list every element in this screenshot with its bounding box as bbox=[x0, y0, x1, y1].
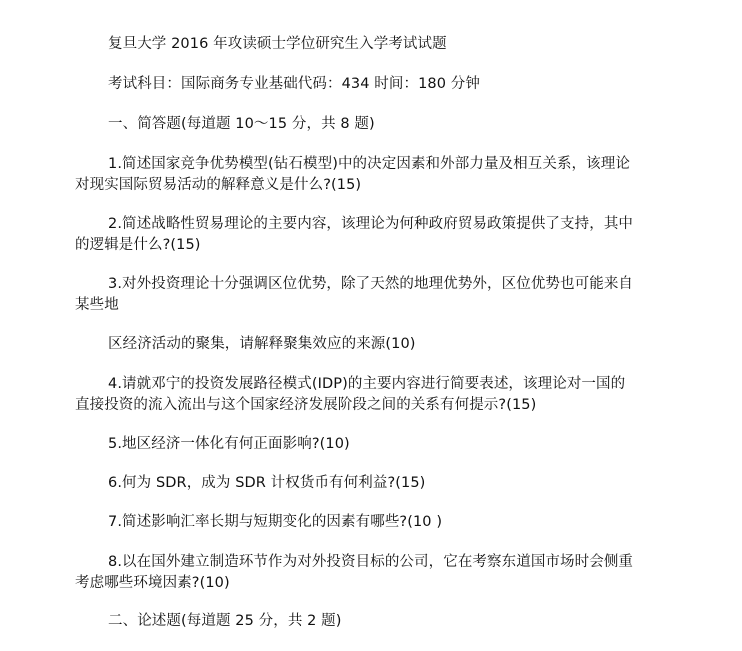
exam-title: 复旦大学 2016 年攻读硕士学位研究生入学考试试题 bbox=[108, 36, 447, 52]
question-7: 7.简述影响汇率长期与短期变化的因素有哪些?(10 ) bbox=[108, 514, 443, 530]
exam-subject-line: 考试科目：国际商务专业基础代码：434 时间：180 分钟 bbox=[108, 76, 480, 92]
question-3-continuation: 区经济活动的聚集，请解释聚集效应的来源(10) bbox=[108, 336, 416, 352]
question-2: 2.简述战略性贸易理论的主要内容，该理论为何种政府贸易政策提供了支持，其中的逻辑是什么?(15) bbox=[75, 216, 634, 253]
question-1: 1.简述国家竞争优势模型(钻石模型)中的决定因素和外部力量及相互关系，该理论对现实国际贸易活动的解释意义是什么?(15) bbox=[75, 156, 630, 193]
question-8: 8.以在国外建立制造环节作为对外投资目标的公司，它在考察东道国市场时会侧重考虑哪些环境因素?(10) bbox=[75, 554, 634, 591]
section-heading-essay: 二、论述题(每道题 25 分，共 2 题) bbox=[108, 613, 342, 629]
question-6: 6.何为 SDR，成为 SDR 计权货币有何利益?(15) bbox=[108, 475, 426, 491]
question-5: 5.地区经济一体化有何正面影响?(10) bbox=[108, 436, 350, 452]
question-4: 4.请就邓宁的投资发展路径模式(IDP)的主要内容进行简要表述，该理论对一国的直接投资的流入流出与这个国家经济发展阶段之间的关系有何提示?(15) bbox=[75, 376, 626, 413]
section-heading-short-answer: 一、简答题(每道题 10～15 分，共 8 题) bbox=[108, 116, 375, 132]
question-3: 3.对外投资理论十分强调区位优势，除了天然的地理优势外，区位优势也可能来自某些地 bbox=[75, 276, 634, 313]
